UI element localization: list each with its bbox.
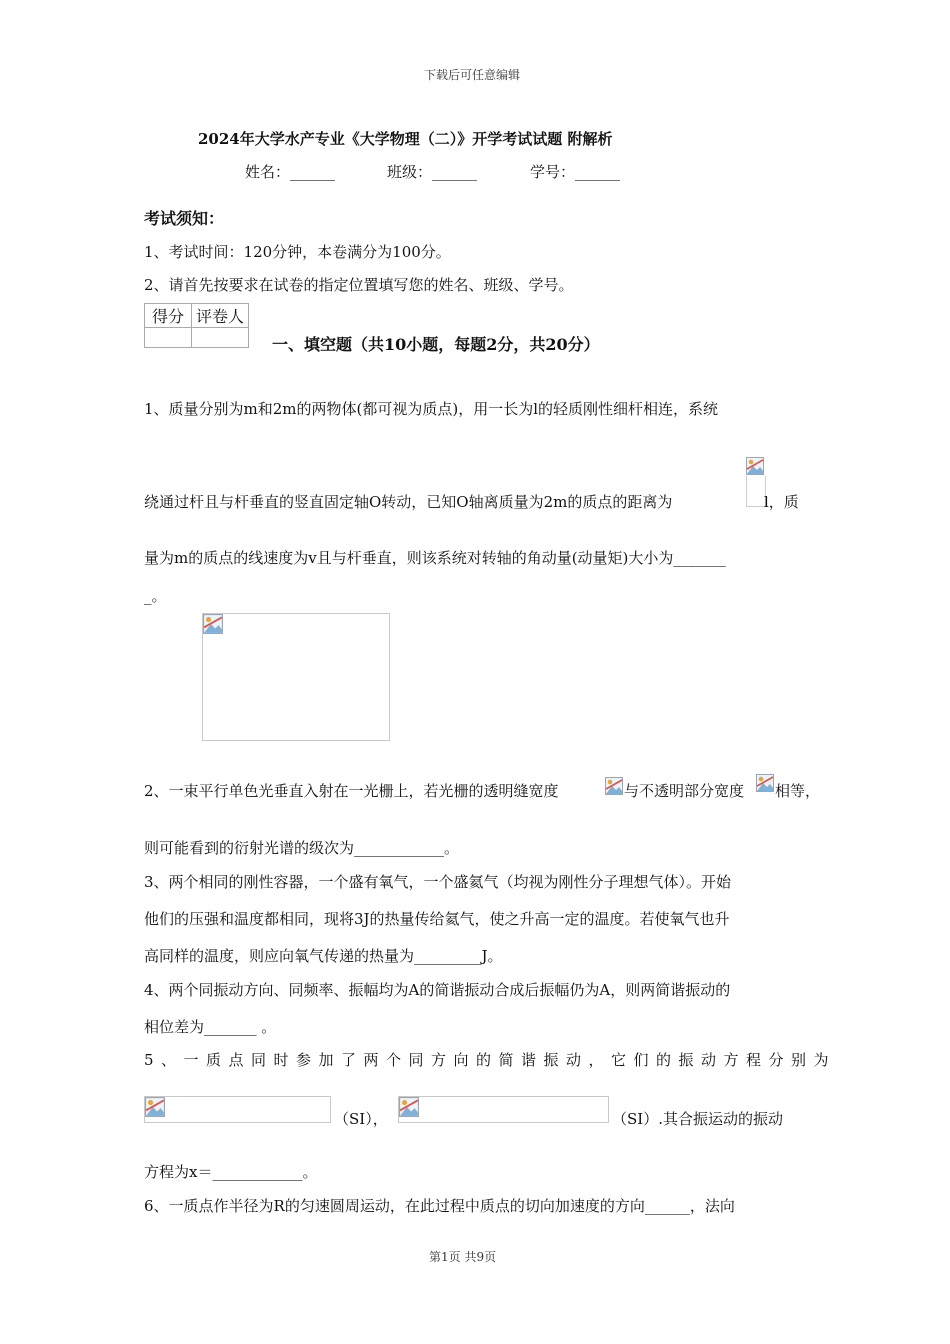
score-table [144, 303, 249, 348]
broken-image-icon [145, 1097, 165, 1117]
q1-line4: _。 [144, 587, 167, 605]
q1-line1: 1、质量分别为m和2m的两物体(都可视为质点)，用一长为l的轻质刚性细杆相连，系统 [144, 400, 719, 418]
q2-line1b: 与不透明部分宽度 [624, 782, 745, 800]
broken-image-icon [746, 457, 764, 475]
q2-line1c: 相等， [775, 782, 821, 800]
grader-cell [192, 328, 249, 348]
q1-line2b: l，质 [764, 493, 799, 511]
q3-line2: 他们的压强和温度都相同，现将3J的热量传给氦气，使之升高一定的温度。若使氧气也升 [144, 910, 730, 928]
q2-line1a: 2、一束平行单色光垂直入射在一光栅上，若光栅的透明缝宽度 [144, 782, 559, 800]
q6-line1: 6、一质点作半径为R的匀速圆周运动，在此过程中质点的切向加速度的方向______，法向 [144, 1197, 735, 1215]
score-cell [145, 328, 192, 348]
q5-si-2: （SI）.其合振运动的振动 [612, 1110, 783, 1128]
notice-item-1: 1、考试时间：120分钟，本卷满分为100分。 [144, 243, 451, 261]
q3-line3: 高同样的温度，则应向氧气传递的热量为_________J。 [144, 947, 503, 965]
q5-si-1: （SI）， [334, 1110, 388, 1128]
class-field: 班级：______ [387, 163, 478, 181]
page-title: 2024年大学水产专业《大学物理（二）》开学考试试题 附解析 [198, 130, 613, 148]
student-id-field: 学号：______ [530, 163, 621, 181]
notice-item-2: 2、请首先按要求在试卷的指定位置填写您的姓名、班级、学号。 [144, 276, 574, 294]
score-header: 得分 [145, 304, 192, 328]
section-heading: 一、填空题（共10小题，每题2分，共20分） [272, 335, 600, 354]
broken-image-icon [203, 614, 223, 634]
figure-placeholder [202, 613, 390, 741]
fraction-image-frame [746, 476, 766, 507]
q3-line1: 3、两个相同的刚性容器，一个盛有氧气，一个盛氦气（均视为刚性分子理想气体）。开始 [144, 873, 732, 891]
page-footer: 第1页 共9页 [429, 1250, 497, 1264]
name-field: 姓名：______ [245, 163, 336, 181]
q5-line1: 5、一质点同时参加了两个同方向的简谐振动，它们的振动方程分别为 [144, 1051, 837, 1069]
q4-line2: 相位差为_______ 。 [144, 1018, 277, 1036]
q1-line3: 量为m的质点的线速度为v且与杆垂直，则该系统对转轴的角动量(动量矩)大小为_______ [144, 549, 726, 567]
q5-line3: 方程为x＝____________。 [144, 1163, 318, 1181]
equation-image-1 [144, 1096, 331, 1123]
header-note: 下载后可任意编辑 [424, 68, 521, 82]
q4-line1: 4、两个同振动方向、同频率、振幅均为A的简谐振动合成后振幅仍为A，则两简谐振动的 [144, 981, 731, 999]
broken-image-icon [399, 1097, 419, 1117]
grader-header: 评卷人 [192, 304, 249, 328]
broken-image-icon [756, 774, 774, 792]
equation-image-2 [398, 1096, 609, 1123]
q1-line2a: 绕通过杆且与杆垂直的竖直固定轴O转动，已知O轴离质量为2m的质点的距离为 [144, 493, 673, 511]
q2-line2: 则可能看到的衍射光谱的级次为____________。 [144, 839, 460, 857]
broken-image-icon [605, 777, 623, 795]
notice-heading: 考试须知： [144, 209, 225, 228]
